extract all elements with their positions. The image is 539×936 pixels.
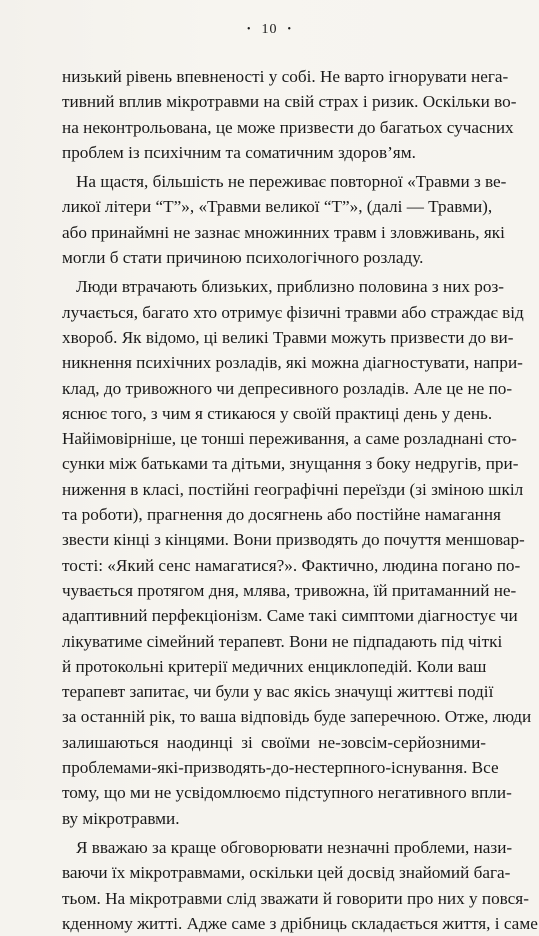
text-line: тому, що ми не усвідомлюємо підступного негативного впли- — [62, 783, 512, 803]
text-line: могли б стати причиною психологічного розладу. — [62, 248, 424, 268]
text-line: або принаймні не зазнає множинних травм і зловживань, які — [62, 222, 505, 242]
text-line: терапевт запитає, чи були у вас якісь значущі життєві події — [62, 682, 494, 702]
paragraph — [62, 835, 538, 936]
page-number-left-dot: • — [246, 24, 252, 36]
page-number-right-dot: • — [287, 24, 293, 36]
paragraph — [62, 64, 517, 165]
text-line: й протокольні критерії медичних енциклопедій. Коли ваш — [62, 656, 487, 676]
text-line: тості: «Який сенс намагатися?». Фактично, людина погано по- — [62, 555, 521, 575]
text-line: та роботи), прагнення до досягнень або постійне намагання — [62, 505, 501, 525]
text-line: звести кінці з кінцями. Вони призводять до почуття меншовар- — [62, 530, 525, 550]
text-line: на неконтрольована, це може призвести до багатьох сучасних — [62, 117, 514, 137]
text-line: ликої літери “Т”», «Травми великої “Т”», (далі — Травми), — [62, 197, 493, 217]
text-line: залишаються наодинці зі своїми не-зовсім-серйозними- — [62, 732, 486, 752]
text-line: проблемами-які-призводять-до-нестерпного-існування. Все — [62, 758, 499, 778]
paragraph — [62, 274, 532, 831]
text-line: клад, до тривожного чи депресивного розладів. Але це не по- — [62, 378, 513, 398]
page-number-value: 10 — [261, 22, 278, 37]
text-line: лікуватиме сімейний терапевт. Вони не підпадають під чіткі — [62, 631, 503, 651]
body-text — [62, 64, 538, 936]
text-line: Найімовірніше, це тонші переживання, а саме розладнані сто- — [62, 429, 517, 449]
text-line: Люди втрачають близьких, приблизно половина з них роз- — [76, 277, 504, 297]
text-line: чувається протягом дня, млява, тривожна, їй притаманний не- — [62, 580, 517, 600]
text-line: ваючи їх мікротравмами, оскільки цей досвід знайомий бага- — [62, 863, 511, 883]
text-line: тивний вплив мікротравми на свій страх і ризик. Оскільки во- — [62, 92, 517, 112]
text-line: лучається, багато хто отримує фізичні травми або страждає від — [62, 302, 524, 322]
text-line: тьом. На мікротравми слід зважати й говорити про них у повся- — [62, 888, 529, 908]
text-line: ву мікротравми. — [62, 808, 180, 828]
text-line: проблем із психічним та соматичним здоров’ям. — [62, 142, 416, 162]
text-line: ниження в класі, постійні географічні переїзди (зі зміною шкіл — [62, 479, 524, 499]
text-line: сунки між батьками та дітьми, знущання з боку недругів, при- — [62, 454, 519, 474]
text-line: за останній рік, то ваша відповідь буде заперечною. Отже, люди — [62, 707, 532, 727]
text-line: хвороб. Як відомо, ці великі Травми можуть призвести до ви- — [62, 327, 514, 347]
text-line: На щастя, більшість не переживає повторної «Травми з ве- — [76, 172, 507, 192]
text-line: яснює того, з чим я стикаюся у своїй практиці день у день. — [62, 403, 493, 423]
text-line: никнення психічних розладів, які можна діагностувати, напри- — [62, 353, 523, 373]
text-line: низький рівень впевненості у собі. Не варто ігнорувати нега- — [62, 67, 509, 86]
text-line: Я вважаю за краще обговорювати незначні проблеми, нази- — [76, 837, 513, 857]
paragraph — [62, 169, 507, 270]
text-line: адаптивний перфекціонізм. Саме такі симптоми діагностує чи — [62, 606, 518, 626]
text-line: кденному житті. Адже саме з дрібниць складається життя, і саме — [62, 913, 538, 933]
page-number — [0, 22, 539, 38]
